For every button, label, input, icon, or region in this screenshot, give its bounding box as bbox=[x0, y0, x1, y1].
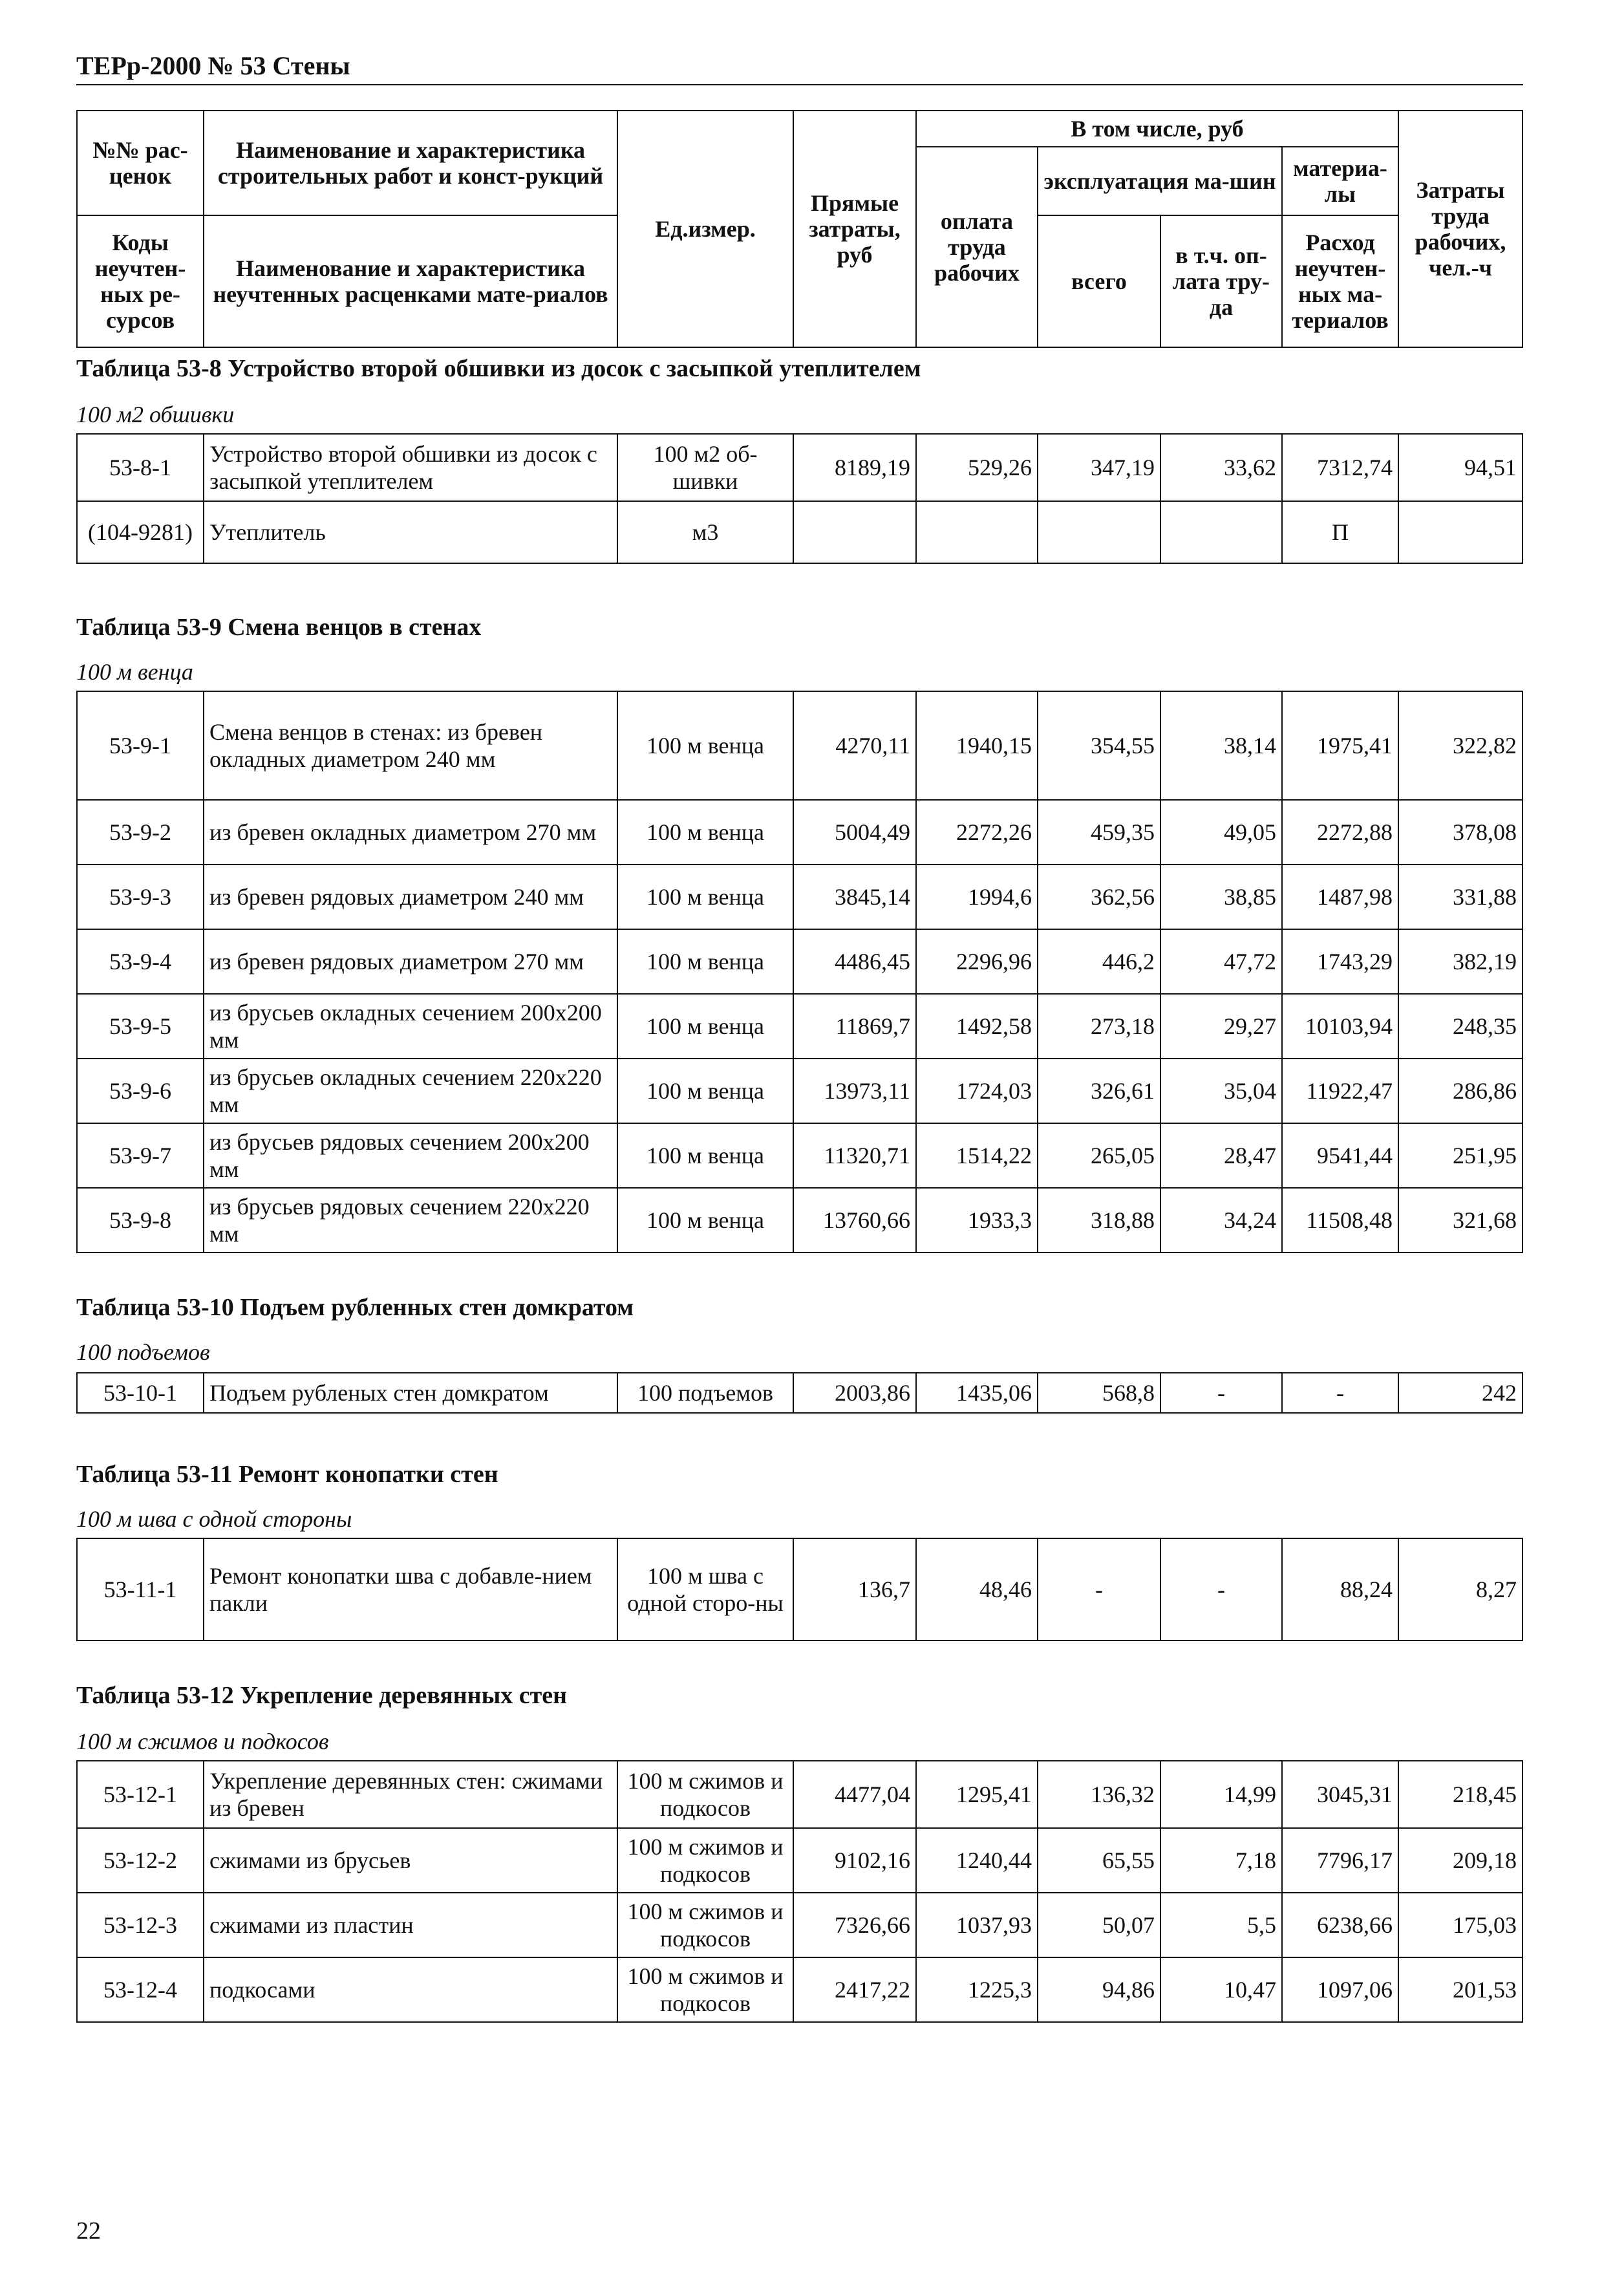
unit-cell: 100 м2 об-шивки bbox=[617, 434, 793, 501]
value-cell: 273,18 bbox=[1038, 994, 1160, 1059]
value-cell: 88,24 bbox=[1282, 1538, 1398, 1641]
header-material-consumption: Расход неучтен-ных ма-териалов bbox=[1282, 215, 1398, 347]
column-header-table bbox=[76, 110, 1523, 348]
value-cell: 446,2 bbox=[1038, 929, 1160, 994]
value-cell: 362,56 bbox=[1038, 865, 1160, 929]
table-row bbox=[77, 691, 1522, 800]
value-cell: 1975,41 bbox=[1282, 691, 1398, 800]
header-unit: Ед.измер. bbox=[617, 111, 793, 347]
value-cell: 382,19 bbox=[1398, 929, 1522, 994]
table-row bbox=[77, 1957, 1522, 2022]
value-cell: 6238,66 bbox=[1282, 1893, 1398, 1957]
table-row bbox=[77, 1373, 1522, 1413]
value-cell: 38,85 bbox=[1160, 865, 1282, 929]
unit-cell: 100 м венца bbox=[617, 1123, 793, 1188]
value-cell: 136,7 bbox=[793, 1538, 916, 1641]
name-cell: Укрепление деревянных стен: сжимами из бревен bbox=[204, 1761, 617, 1828]
code-cell: 53-9-8 bbox=[77, 1188, 204, 1253]
value-cell: 11922,47 bbox=[1282, 1059, 1398, 1123]
value-cell: 1295,41 bbox=[916, 1761, 1038, 1828]
table-row bbox=[77, 1188, 1522, 1253]
table-row bbox=[77, 1059, 1522, 1123]
value-cell: 29,27 bbox=[1160, 994, 1282, 1059]
value-cell: 11869,7 bbox=[793, 994, 916, 1059]
value-cell: П bbox=[1282, 501, 1398, 563]
value-cell: 48,46 bbox=[916, 1538, 1038, 1641]
header-wages: оплата труда рабочих bbox=[916, 147, 1038, 347]
section-unit: 100 м шва с одной стороны bbox=[76, 1506, 352, 1532]
name-cell: Устройство второй обшивки из досок с засыпкой утеплителем bbox=[204, 434, 617, 501]
name-cell: из брусьев окладных сечением 200х200 мм bbox=[204, 994, 617, 1059]
name-cell: из бревен рядовых диаметром 270 мм bbox=[204, 929, 617, 994]
header-materials: материа-лы bbox=[1282, 147, 1398, 215]
value-cell: 1097,06 bbox=[1282, 1957, 1398, 2022]
code-cell: 53-9-1 bbox=[77, 691, 204, 800]
header-labor: Затраты труда рабочих, чел.-ч bbox=[1398, 111, 1522, 347]
name-cell: из бревен окладных диаметром 270 мм bbox=[204, 800, 617, 865]
name-cell: сжимами из пластин bbox=[204, 1893, 617, 1957]
value-cell: 94,86 bbox=[1038, 1957, 1160, 2022]
rates-table bbox=[76, 1760, 1523, 2023]
value-cell: 11320,71 bbox=[793, 1123, 916, 1188]
page-number: 22 bbox=[76, 2217, 101, 2244]
value-cell: 248,35 bbox=[1398, 994, 1522, 1059]
value-cell: 8,27 bbox=[1398, 1538, 1522, 1641]
unit-cell: 100 подъемов bbox=[617, 1373, 793, 1413]
value-cell: 251,95 bbox=[1398, 1123, 1522, 1188]
unit-cell: 100 м венца bbox=[617, 1059, 793, 1123]
value-cell: 38,14 bbox=[1160, 691, 1282, 800]
code-cell: 53-9-7 bbox=[77, 1123, 204, 1188]
value-cell: 2296,96 bbox=[916, 929, 1038, 994]
table-row bbox=[77, 1123, 1522, 1188]
value-cell: 1743,29 bbox=[1282, 929, 1398, 994]
unit-cell: 100 м венца bbox=[617, 929, 793, 994]
name-cell: Утеплитель bbox=[204, 501, 617, 563]
value-cell: 568,8 bbox=[1038, 1373, 1160, 1413]
value-cell: 321,68 bbox=[1398, 1188, 1522, 1253]
value-cell: 14,99 bbox=[1160, 1761, 1282, 1828]
value-cell: 65,55 bbox=[1038, 1828, 1160, 1893]
table-row bbox=[77, 501, 1522, 563]
value-cell: 4486,45 bbox=[793, 929, 916, 994]
value-cell: 5,5 bbox=[1160, 1893, 1282, 1957]
unit-cell: 100 м сжимов и подкосов bbox=[617, 1761, 793, 1828]
section-title: Таблица 53-9 Смена венцов в стенах bbox=[76, 614, 482, 641]
value-cell: 1492,58 bbox=[916, 994, 1038, 1059]
value-cell: 49,05 bbox=[1160, 800, 1282, 865]
value-cell: 33,62 bbox=[1160, 434, 1282, 501]
header-resource-codes: Коды неучтен-ных ре-сурсов bbox=[77, 215, 204, 347]
value-cell bbox=[1398, 501, 1522, 563]
value-cell: 136,32 bbox=[1038, 1761, 1160, 1828]
header-including: В том числе, руб bbox=[916, 111, 1398, 147]
unit-cell: 100 м венца bbox=[617, 691, 793, 800]
table-row bbox=[77, 1893, 1522, 1957]
name-cell: из брусьев рядовых сечением 200х200 мм bbox=[204, 1123, 617, 1188]
table-row bbox=[77, 865, 1522, 929]
value-cell: 8189,19 bbox=[793, 434, 916, 501]
value-cell: 331,88 bbox=[1398, 865, 1522, 929]
value-cell: 1240,44 bbox=[916, 1828, 1038, 1893]
section-unit: 100 м венца bbox=[76, 659, 193, 685]
value-cell: 326,61 bbox=[1038, 1059, 1160, 1123]
code-cell: 53-12-1 bbox=[77, 1761, 204, 1828]
name-cell: из брусьев рядовых сечением 220х220 мм bbox=[204, 1188, 617, 1253]
header-direct-costs: Прямые затраты, руб bbox=[793, 111, 916, 347]
value-cell: 7,18 bbox=[1160, 1828, 1282, 1893]
table-row bbox=[77, 800, 1522, 865]
table-row bbox=[77, 434, 1522, 501]
value-cell: 1037,93 bbox=[916, 1893, 1038, 1957]
section-unit: 100 подъемов bbox=[76, 1339, 210, 1365]
value-cell: 4270,11 bbox=[793, 691, 916, 800]
value-cell: 1514,22 bbox=[916, 1123, 1038, 1188]
value-cell: - bbox=[1282, 1373, 1398, 1413]
value-cell: 318,88 bbox=[1038, 1188, 1160, 1253]
value-cell: 459,35 bbox=[1038, 800, 1160, 865]
code-cell: 53-8-1 bbox=[77, 434, 204, 501]
value-cell: 47,72 bbox=[1160, 929, 1282, 994]
name-cell: подкосами bbox=[204, 1957, 617, 2022]
value-cell: - bbox=[1160, 1538, 1282, 1641]
value-cell: 34,24 bbox=[1160, 1188, 1282, 1253]
value-cell: 209,18 bbox=[1398, 1828, 1522, 1893]
table-row bbox=[77, 994, 1522, 1059]
title-divider bbox=[76, 84, 1523, 85]
value-cell: 5004,49 bbox=[793, 800, 916, 865]
value-cell: 2272,88 bbox=[1282, 800, 1398, 865]
code-cell: 53-11-1 bbox=[77, 1538, 204, 1641]
value-cell: 175,03 bbox=[1398, 1893, 1522, 1957]
section-unit: 100 м сжимов и подкосов bbox=[76, 1728, 329, 1754]
code-cell: 53-10-1 bbox=[77, 1373, 204, 1413]
value-cell: 242 bbox=[1398, 1373, 1522, 1413]
unit-cell: 100 м сжимов и подкосов bbox=[617, 1893, 793, 1957]
value-cell: 1724,03 bbox=[916, 1059, 1038, 1123]
value-cell: 9541,44 bbox=[1282, 1123, 1398, 1188]
value-cell: 354,55 bbox=[1038, 691, 1160, 800]
rates-table bbox=[76, 691, 1523, 1253]
value-cell: 7312,74 bbox=[1282, 434, 1398, 501]
unit-cell: 100 м венца bbox=[617, 865, 793, 929]
name-cell: Смена венцов в стенах: из бревен окладных диаметром 240 мм bbox=[204, 691, 617, 800]
value-cell: 286,86 bbox=[1398, 1059, 1522, 1123]
section-unit: 100 м2 обшивки bbox=[76, 402, 235, 427]
code-cell: 53-12-2 bbox=[77, 1828, 204, 1893]
value-cell: - bbox=[1160, 1373, 1282, 1413]
value-cell: 201,53 bbox=[1398, 1957, 1522, 2022]
value-cell: 7326,66 bbox=[793, 1893, 916, 1957]
value-cell: 3845,14 bbox=[793, 865, 916, 929]
unit-cell: м3 bbox=[617, 501, 793, 563]
unit-cell: 100 м сжимов и подкосов bbox=[617, 1957, 793, 2022]
value-cell: 94,51 bbox=[1398, 434, 1522, 501]
header-operator-wages: в т.ч. оп-лата тру-да bbox=[1160, 215, 1282, 347]
value-cell: 4477,04 bbox=[793, 1761, 916, 1828]
table-row bbox=[77, 1538, 1522, 1641]
value-cell: 1940,15 bbox=[916, 691, 1038, 800]
code-cell: (104-9281) bbox=[77, 501, 204, 563]
value-cell: - bbox=[1038, 1538, 1160, 1641]
value-cell: 378,08 bbox=[1398, 800, 1522, 865]
value-cell: 28,47 bbox=[1160, 1123, 1282, 1188]
value-cell: 265,05 bbox=[1038, 1123, 1160, 1188]
value-cell: 2417,22 bbox=[793, 1957, 916, 2022]
unit-cell: 100 м венца bbox=[617, 1188, 793, 1253]
value-cell: 10103,94 bbox=[1282, 994, 1398, 1059]
code-cell: 53-9-5 bbox=[77, 994, 204, 1059]
unit-cell: 100 м венца bbox=[617, 994, 793, 1059]
value-cell: 2272,26 bbox=[916, 800, 1038, 865]
table-row bbox=[77, 929, 1522, 994]
section-title: Таблица 53-8 Устройство второй обшивки из досок с засыпкой утеплителем bbox=[76, 355, 921, 382]
rates-table bbox=[76, 433, 1523, 564]
value-cell bbox=[793, 501, 916, 563]
value-cell: 1994,6 bbox=[916, 865, 1038, 929]
header-name: Наименование и характеристика строительных работ и конст-рукций bbox=[204, 111, 617, 215]
value-cell: 10,47 bbox=[1160, 1957, 1282, 2022]
name-cell: из брусьев окладных сечением 220х220 мм bbox=[204, 1059, 617, 1123]
table-row bbox=[77, 1761, 1522, 1828]
unit-cell: 100 м шва с одной сторо-ны bbox=[617, 1538, 793, 1641]
value-cell: 35,04 bbox=[1160, 1059, 1282, 1123]
value-cell: 1487,98 bbox=[1282, 865, 1398, 929]
name-cell: из бревен рядовых диаметром 240 мм bbox=[204, 865, 617, 929]
code-cell: 53-12-3 bbox=[77, 1893, 204, 1957]
name-cell: Подъем рубленых стен домкратом bbox=[204, 1373, 617, 1413]
value-cell: 347,19 bbox=[1038, 434, 1160, 501]
code-cell: 53-12-4 bbox=[77, 1957, 204, 2022]
value-cell: 50,07 bbox=[1038, 1893, 1160, 1957]
value-cell: 2003,86 bbox=[793, 1373, 916, 1413]
value-cell: 1933,3 bbox=[916, 1188, 1038, 1253]
code-cell: 53-9-2 bbox=[77, 800, 204, 865]
document-title: ТЕРр-2000 № 53 Стены bbox=[76, 51, 350, 80]
header-code: №№ рас-ценок bbox=[77, 111, 204, 215]
header-machines: эксплуатация ма-шин bbox=[1038, 147, 1282, 215]
table-row bbox=[77, 1828, 1522, 1893]
name-cell: сжимами из брусьев bbox=[204, 1828, 617, 1893]
section-title: Таблица 53-12 Укрепление деревянных стен bbox=[76, 1682, 568, 1709]
unit-cell: 100 м сжимов и подкосов bbox=[617, 1828, 793, 1893]
value-cell: 13973,11 bbox=[793, 1059, 916, 1123]
unit-cell: 100 м венца bbox=[617, 800, 793, 865]
value-cell: 7796,17 bbox=[1282, 1828, 1398, 1893]
value-cell: 9102,16 bbox=[793, 1828, 916, 1893]
header-machines-total: всего bbox=[1038, 215, 1160, 347]
code-cell: 53-9-4 bbox=[77, 929, 204, 994]
rates-table bbox=[76, 1538, 1523, 1641]
value-cell bbox=[1038, 501, 1160, 563]
header-unaccounted-name: Наименование и характеристика неучтенных расценками мате-риалов bbox=[204, 215, 617, 347]
value-cell: 11508,48 bbox=[1282, 1188, 1398, 1253]
rates-table bbox=[76, 1372, 1523, 1414]
value-cell: 13760,66 bbox=[793, 1188, 916, 1253]
section-title: Таблица 53-11 Ремонт конопатки стен bbox=[76, 1461, 498, 1488]
section-title: Таблица 53-10 Подъем рубленных стен домкратом bbox=[76, 1294, 634, 1321]
code-cell: 53-9-6 bbox=[77, 1059, 204, 1123]
value-cell: 218,45 bbox=[1398, 1761, 1522, 1828]
value-cell: 1225,3 bbox=[916, 1957, 1038, 2022]
value-cell: 322,82 bbox=[1398, 691, 1522, 800]
value-cell bbox=[916, 501, 1038, 563]
value-cell bbox=[1160, 501, 1282, 563]
name-cell: Ремонт конопатки шва с добавле-нием пакли bbox=[204, 1538, 617, 1641]
value-cell: 3045,31 bbox=[1282, 1761, 1398, 1828]
value-cell: 1435,06 bbox=[916, 1373, 1038, 1413]
value-cell: 529,26 bbox=[916, 434, 1038, 501]
code-cell: 53-9-3 bbox=[77, 865, 204, 929]
